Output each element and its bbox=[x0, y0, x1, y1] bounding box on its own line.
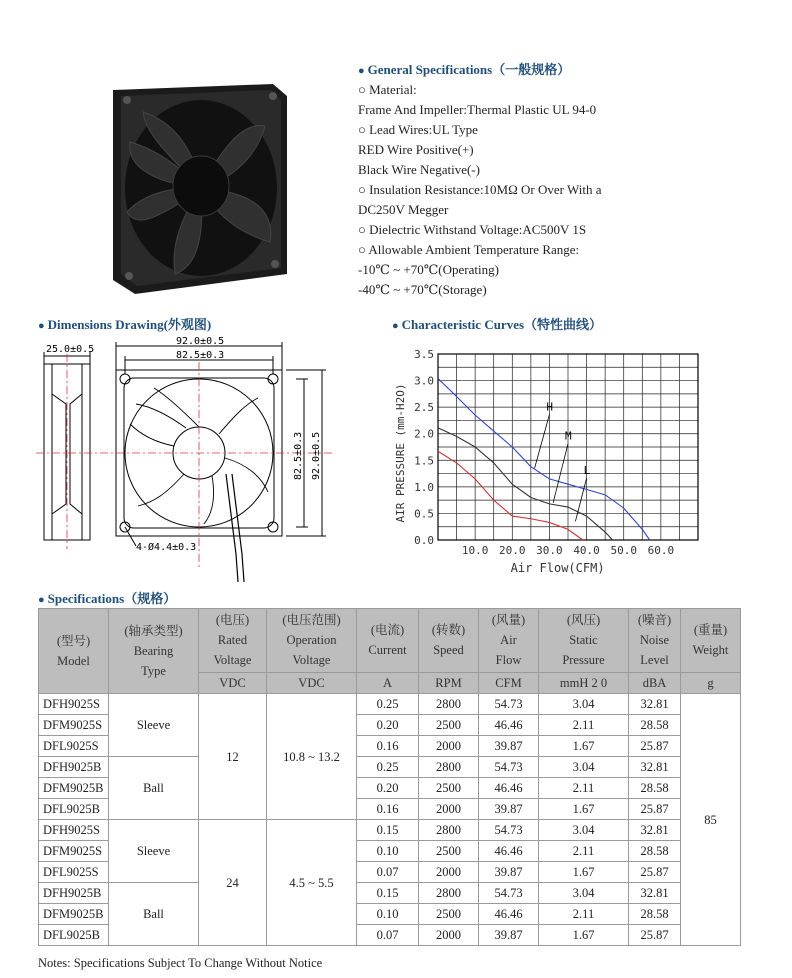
header-rated-voltage: (电压) Rated Voltage bbox=[199, 609, 267, 673]
model-cell: DFH9025B bbox=[39, 757, 109, 778]
air-flow-cell: 46.46 bbox=[479, 778, 539, 799]
x-axis-label: Air Flow(CFM) bbox=[510, 561, 605, 575]
y-tick-label: 3.0 bbox=[414, 374, 434, 388]
speed-cell: 2800 bbox=[419, 757, 479, 778]
rated-voltage-cell: 24 bbox=[199, 820, 267, 946]
bullet-icon: ● bbox=[358, 65, 365, 77]
current-cell: 0.10 bbox=[357, 904, 419, 925]
pressure-cell: 3.04 bbox=[539, 820, 629, 841]
air-flow-cell: 39.87 bbox=[479, 799, 539, 820]
header-bearing: (轴承类型) Bearing Type bbox=[109, 609, 199, 694]
model-cell: DFH9025S bbox=[39, 694, 109, 715]
bullet-icon: ● bbox=[38, 320, 45, 332]
holes-label: 4-Ø4.4±0.3 bbox=[136, 542, 197, 553]
speed-cell: 2800 bbox=[419, 694, 479, 715]
bearing-cell: Sleeve bbox=[109, 694, 199, 757]
model-cell: DFM9025S bbox=[39, 715, 109, 736]
model-cell: DFL9025S bbox=[39, 736, 109, 757]
current-cell: 0.20 bbox=[357, 778, 419, 799]
unit-cell: mmH 2 0 bbox=[539, 672, 629, 693]
spec-line: ○ Insulation Resistance:10MΩ Or Over With a bbox=[358, 182, 602, 197]
speed-cell: 2000 bbox=[419, 862, 479, 883]
model-cell: DFH9025B bbox=[39, 883, 109, 904]
specifications-heading: ● Specifications（规格） bbox=[38, 591, 177, 606]
current-cell: 0.10 bbox=[357, 841, 419, 862]
air-flow-cell: 39.87 bbox=[479, 736, 539, 757]
outer-height-label: 92.0±0.5 bbox=[311, 431, 322, 480]
unit-cell: VDC bbox=[199, 672, 267, 693]
header-weight: (重量) Weight bbox=[681, 609, 741, 673]
rated-voltage-cell: 12 bbox=[199, 694, 267, 820]
current-cell: 0.25 bbox=[357, 694, 419, 715]
noise-cell: 32.81 bbox=[629, 757, 681, 778]
y-tick-label: 1.0 bbox=[414, 480, 434, 494]
series-line bbox=[438, 378, 650, 540]
pressure-cell: 1.67 bbox=[539, 925, 629, 946]
x-tick-label: 40.0 bbox=[573, 544, 600, 557]
air-flow-cell: 54.73 bbox=[479, 757, 539, 778]
spec-line: Frame And Impeller:Thermal Plastic UL 94-0 bbox=[358, 102, 597, 117]
header-speed: (转数) Speed bbox=[419, 609, 479, 673]
noise-cell: 28.58 bbox=[629, 841, 681, 862]
current-cell: 0.15 bbox=[357, 820, 419, 841]
footnote: Notes: Specifications Subject To Change Without Notice bbox=[38, 956, 323, 970]
speed-cell: 2500 bbox=[419, 841, 479, 862]
model-cell: DFM9025B bbox=[39, 778, 109, 799]
noise-cell: 25.87 bbox=[629, 862, 681, 883]
pressure-cell: 1.67 bbox=[539, 799, 629, 820]
header-model: (型号) Model bbox=[39, 609, 109, 694]
y-tick-label: 2.5 bbox=[414, 401, 434, 415]
current-cell: 0.15 bbox=[357, 883, 419, 904]
speed-cell: 2800 bbox=[419, 820, 479, 841]
pressure-cell: 2.11 bbox=[539, 715, 629, 736]
pressure-cell: 1.67 bbox=[539, 736, 629, 757]
y-tick-label: 2.0 bbox=[414, 427, 434, 441]
noise-cell: 28.58 bbox=[629, 715, 681, 736]
current-cell: 0.16 bbox=[357, 799, 419, 820]
specifications-table bbox=[38, 608, 741, 946]
speed-cell: 2500 bbox=[419, 715, 479, 736]
spec-line: -10℃ ~ +70℃(Operating) bbox=[358, 262, 499, 277]
current-cell: 0.16 bbox=[357, 736, 419, 757]
air-flow-cell: 54.73 bbox=[479, 694, 539, 715]
noise-cell: 25.87 bbox=[629, 736, 681, 757]
noise-cell: 32.81 bbox=[629, 883, 681, 904]
x-tick-label: 30.0 bbox=[536, 544, 563, 557]
model-cell: DFM9025S bbox=[39, 841, 109, 862]
spec-line: Black Wire Negative(-) bbox=[358, 162, 480, 177]
table-row bbox=[39, 883, 741, 904]
spec-line: ○ Lead Wires:UL Type bbox=[358, 122, 478, 137]
fan-photo bbox=[105, 82, 290, 302]
table-row bbox=[39, 820, 741, 841]
unit-cell: VDC bbox=[267, 672, 357, 693]
unit-cell: g bbox=[681, 672, 741, 693]
bearing-cell: Ball bbox=[109, 883, 199, 946]
air-flow-cell: 39.87 bbox=[479, 862, 539, 883]
series-label: H bbox=[546, 400, 554, 414]
characteristic-curves-chart bbox=[388, 340, 718, 580]
speed-cell: 2500 bbox=[419, 904, 479, 925]
bearing-cell: Sleeve bbox=[109, 820, 199, 883]
unit-cell: A bbox=[357, 672, 419, 693]
speed-cell: 2500 bbox=[419, 778, 479, 799]
series-label: M bbox=[565, 429, 572, 443]
pressure-cell: 3.04 bbox=[539, 883, 629, 904]
hole-width-label: 82.5±0.3 bbox=[176, 350, 225, 361]
speed-cell: 2000 bbox=[419, 925, 479, 946]
model-cell: DFL9025S bbox=[39, 862, 109, 883]
pressure-cell: 1.67 bbox=[539, 862, 629, 883]
header-operation-voltage: (电压范围) Operation Voltage bbox=[267, 609, 357, 673]
model-cell: DFM9025B bbox=[39, 904, 109, 925]
y-tick-label: 0.0 bbox=[414, 534, 434, 547]
weight-cell: 85 bbox=[681, 694, 741, 946]
operation-voltage-cell: 4.5 ~ 5.5 bbox=[267, 820, 357, 946]
y-tick-label: 3.5 bbox=[414, 348, 434, 361]
series-label: L bbox=[583, 464, 591, 478]
x-tick-label: 50.0 bbox=[610, 544, 637, 557]
general-specs-heading: ● General Specifications（一般规格） bbox=[358, 62, 571, 77]
speed-cell: 2000 bbox=[419, 736, 479, 757]
bullet-icon: ● bbox=[38, 594, 45, 606]
unit-cell: RPM bbox=[419, 672, 479, 693]
y-axis-label: AIR PRESSURE (mm-H2O) bbox=[394, 383, 407, 523]
spec-line: DC250V Megger bbox=[358, 202, 449, 217]
air-flow-cell: 54.73 bbox=[479, 820, 539, 841]
pressure-cell: 2.11 bbox=[539, 841, 629, 862]
pressure-cell: 3.04 bbox=[539, 757, 629, 778]
header-air-flow: (风量) Air Flow bbox=[479, 609, 539, 673]
air-flow-cell: 39.87 bbox=[479, 925, 539, 946]
curves-heading: ● Characteristic Curves（特性曲线） bbox=[392, 317, 603, 332]
table-row bbox=[39, 694, 741, 715]
pressure-cell: 2.11 bbox=[539, 778, 629, 799]
spec-line: ○ Allowable Ambient Temperature Range: bbox=[358, 242, 580, 257]
spec-line: -40℃ ~ +70℃(Storage) bbox=[358, 282, 487, 297]
header-current: (电流) Current bbox=[357, 609, 419, 673]
model-cell: DFH9025S bbox=[39, 820, 109, 841]
noise-cell: 32.81 bbox=[629, 820, 681, 841]
bearing-cell: Ball bbox=[109, 757, 199, 820]
noise-cell: 25.87 bbox=[629, 799, 681, 820]
speed-cell: 2800 bbox=[419, 883, 479, 904]
air-flow-cell: 46.46 bbox=[479, 841, 539, 862]
noise-cell: 32.81 bbox=[629, 694, 681, 715]
noise-cell: 28.58 bbox=[629, 778, 681, 799]
spec-line: ○ Material: bbox=[358, 82, 417, 97]
pressure-cell: 2.11 bbox=[539, 904, 629, 925]
model-cell: DFL9025B bbox=[39, 799, 109, 820]
x-tick-label: 20.0 bbox=[499, 544, 526, 557]
unit-cell: dBA bbox=[629, 672, 681, 693]
header-static-pressure: (风压) Static Pressure bbox=[539, 609, 629, 673]
operation-voltage-cell: 10.8 ~ 13.2 bbox=[267, 694, 357, 820]
depth-label: 25.0±0.5 bbox=[46, 344, 95, 355]
header-noise: (噪音) Noise Level bbox=[629, 609, 681, 673]
air-flow-cell: 54.73 bbox=[479, 883, 539, 904]
model-cell: DFL9025B bbox=[39, 925, 109, 946]
air-flow-cell: 46.46 bbox=[479, 715, 539, 736]
table-row bbox=[39, 757, 741, 778]
air-flow-cell: 46.46 bbox=[479, 904, 539, 925]
y-tick-label: 1.5 bbox=[414, 454, 434, 468]
x-tick-label: 60.0 bbox=[647, 544, 675, 557]
current-cell: 0.20 bbox=[357, 715, 419, 736]
spec-line: ○ Dielectric Withstand Voltage:AC500V 1S bbox=[358, 222, 587, 237]
outer-width-label: 92.0±0.5 bbox=[176, 336, 225, 347]
y-tick-label: 0.5 bbox=[414, 507, 434, 521]
dimensions-drawing bbox=[36, 334, 336, 584]
x-tick-label: 10.0 bbox=[461, 544, 489, 557]
current-cell: 0.25 bbox=[357, 757, 419, 778]
dimensions-heading: ● Dimensions Drawing(外观图) bbox=[38, 317, 212, 332]
header-row bbox=[39, 609, 741, 673]
noise-cell: 25.87 bbox=[629, 925, 681, 946]
hole-height-label: 82.5±0.3 bbox=[293, 431, 304, 480]
speed-cell: 2000 bbox=[419, 799, 479, 820]
noise-cell: 28.58 bbox=[629, 904, 681, 925]
bullet-icon: ● bbox=[392, 320, 399, 332]
spec-line: RED Wire Positive(+) bbox=[358, 142, 474, 157]
current-cell: 0.07 bbox=[357, 862, 419, 883]
unit-cell: CFM bbox=[479, 672, 539, 693]
current-cell: 0.07 bbox=[357, 925, 419, 946]
pressure-cell: 3.04 bbox=[539, 694, 629, 715]
